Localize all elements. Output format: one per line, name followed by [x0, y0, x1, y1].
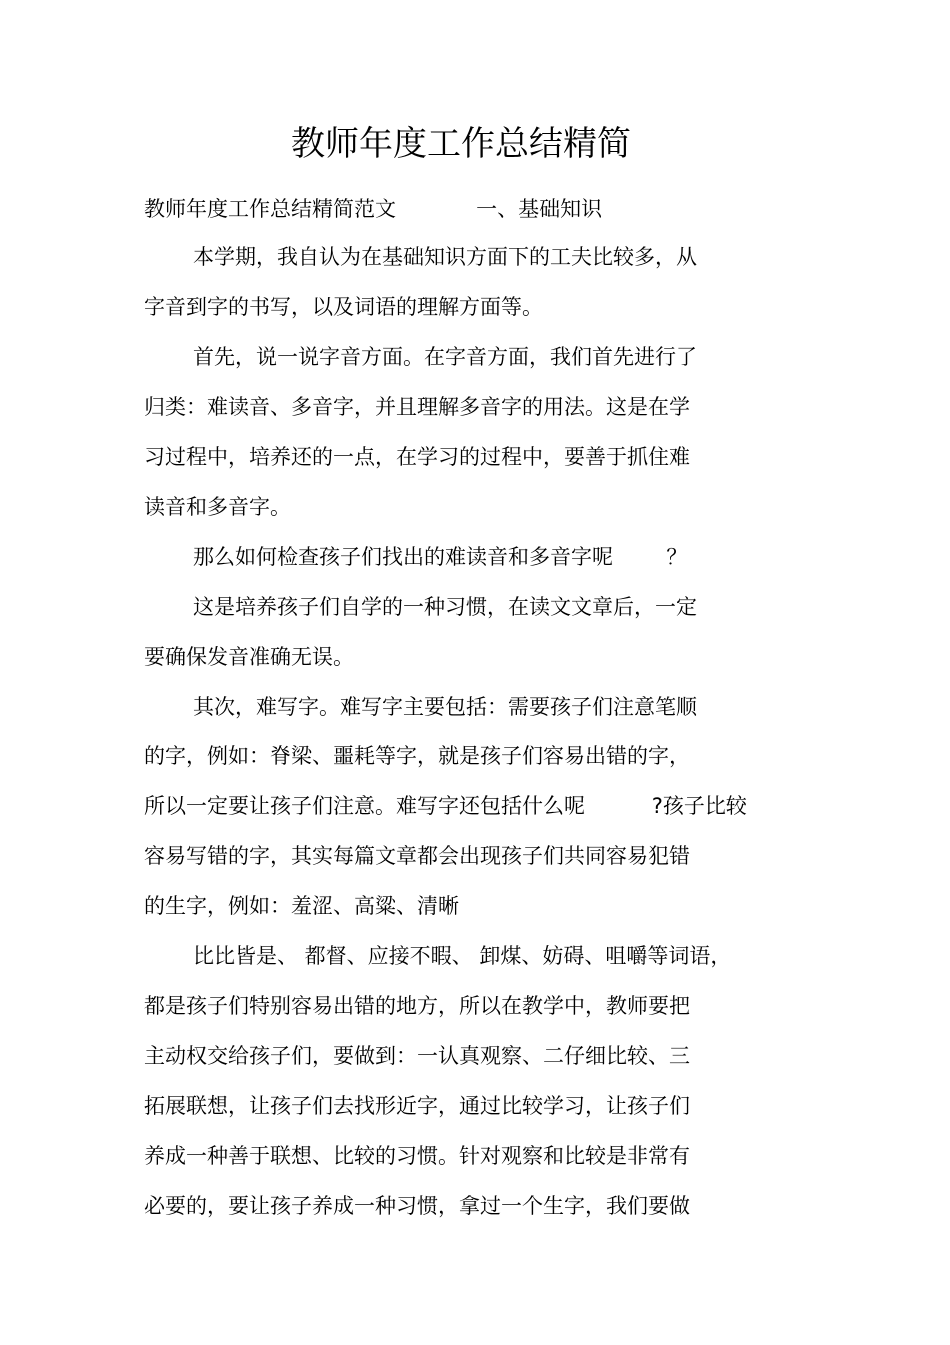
text-line: 读音和多音字。 — [144, 495, 291, 519]
text-line: 习过程中，培养还的一点，在学习的过程中，要善于抓住难 — [144, 445, 690, 469]
text-line: 首先，说一说字音方面。在字音方面，我们首先进行了 — [193, 345, 697, 369]
text-line: 主动权交给孩子们，要做到：一认真观察、二仔细比较、三 — [144, 1044, 690, 1068]
text-line: 教师年度工作总结精简范文 一、基础知识 — [144, 197, 603, 221]
text-line: 必要的，要让孩子养成一种习惯，拿过一个生字，我们要做 — [144, 1194, 690, 1218]
text-line: 都是孩子们特别容易出错的地方，所以在教学中，教师要把 — [144, 994, 690, 1018]
text-line: 容易写错的字，其实每篇文章都会出现孩子们共同容易犯错 — [144, 844, 690, 868]
text-line: 所以一定要让孩子们注意。难写字还包括什么呢 ?孩子比较 — [144, 794, 747, 818]
document-title: 教师年度工作总结精简 — [291, 124, 631, 164]
text-line: 要确保发音准确无误。 — [144, 645, 354, 669]
text-line: 其次，难写字。难写字主要包括：需要孩子们注意笔顺 — [193, 695, 697, 719]
text-line: 这是培养孩子们自学的一种习惯，在读文文章后，一定 — [193, 595, 697, 619]
text-line: 归类：难读音、多音字，并且理解多音字的用法。这是在学 — [144, 395, 690, 419]
text-line: 养成一种善于联想、比较的习惯。针对观察和比较是非常有 — [144, 1144, 690, 1168]
text-line: 那么如何检查孩子们找出的难读音和多音字呢 ？ — [193, 545, 688, 569]
text-line: 字音到字的书写，以及词语的理解方面等。 — [144, 295, 543, 319]
text-line: 本学期，我自认为在基础知识方面下的工夫比较多，从 — [193, 245, 697, 269]
text-line: 拓展联想，让孩子们去找形近字，通过比较学习，让孩子们 — [144, 1094, 690, 1118]
text-line: 的生字，例如：羞涩、高粱、清晰 — [144, 894, 459, 918]
text-line: 比比皆是、 都督、应接不暇、 卸煤、妨碍、咀嚼等词语， — [193, 944, 732, 968]
text-line: 的字，例如：脊梁、噩耗等字，就是孩子们容易出错的字， — [144, 744, 690, 768]
